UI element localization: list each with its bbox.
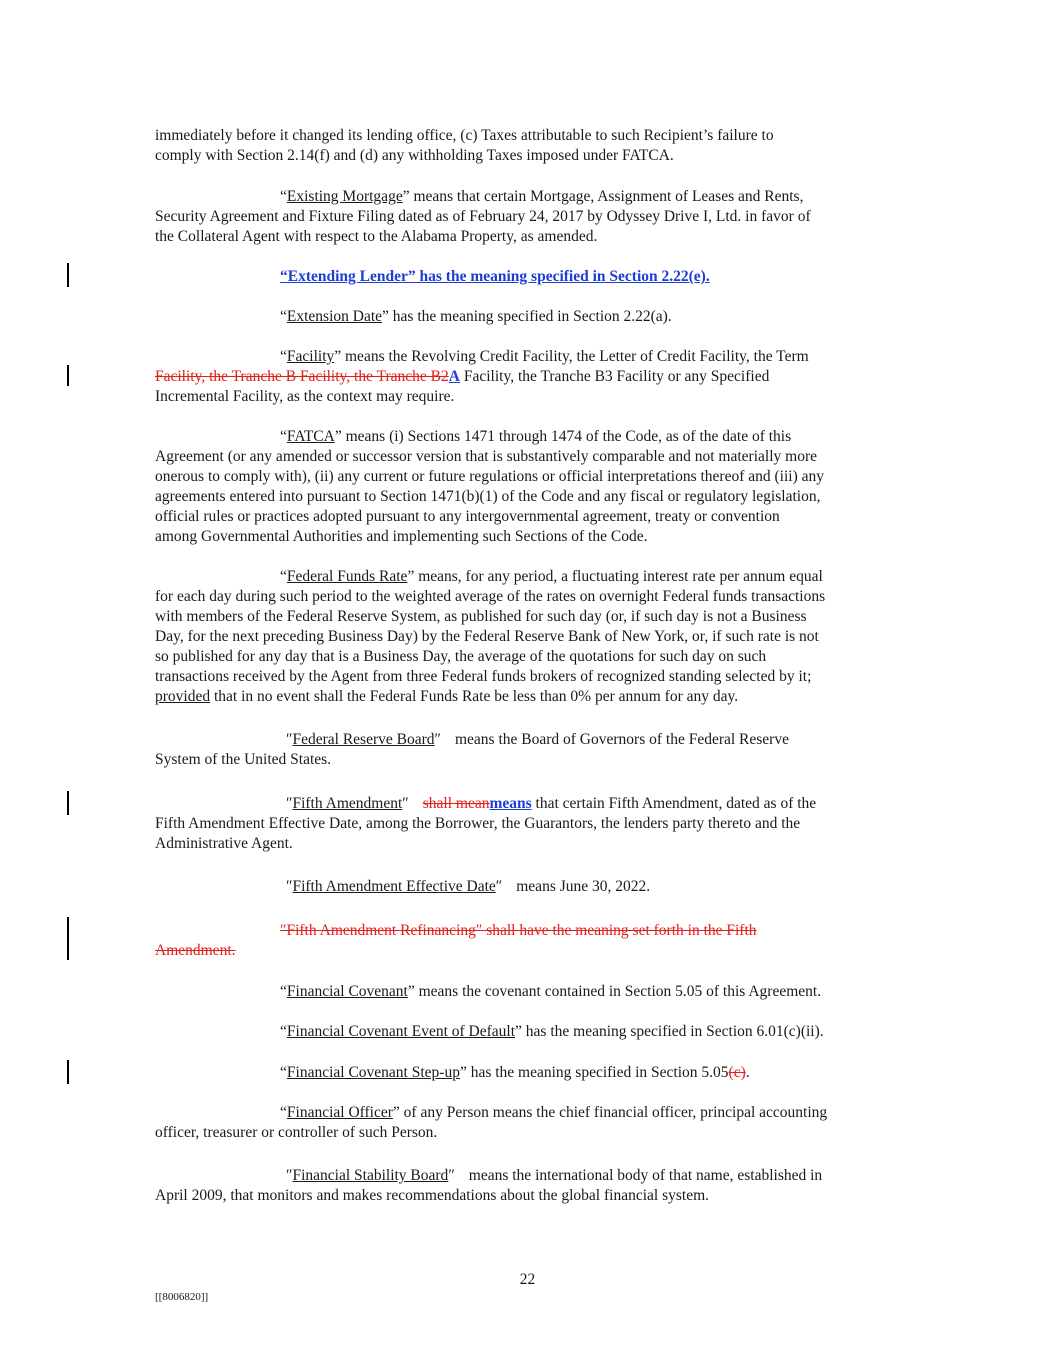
definition-text: ” of any Person means the chief financial officer, principal accounting	[392, 1104, 828, 1121]
text-line: System of the United States.	[155, 751, 332, 768]
quote-mark: “	[280, 348, 287, 365]
quote-mark: “	[280, 983, 287, 1000]
definition-financial-covenant	[155, 982, 900, 1002]
text-line: Fifth Amendment Effective Date, among the Borrower, the Guarantors, the lenders party thereto and the	[155, 815, 801, 832]
deleted-text: (c)	[728, 1064, 746, 1081]
definition-text: ” means the Revolving Credit Facility, the Letter of Credit Facility, the Term	[334, 348, 809, 365]
deleted-text: Amendment.	[155, 942, 236, 959]
defined-term: Fifth Amendment Effective Date	[292, 878, 496, 895]
definition-federal-funds-rate	[155, 567, 900, 707]
definition-text: Facility, the Tranche B3 Facility or any Specified	[459, 368, 770, 385]
text-line	[155, 307, 900, 327]
quote-mark: ″	[402, 795, 409, 812]
definition-fifth-amendment-refinancing-deleted	[155, 921, 900, 961]
text-line	[155, 877, 900, 897]
text-line: onerous to comply with), (ii) any current or future regulations or official interpretations thereof and (iii) any	[155, 468, 825, 485]
definition-text: ” means the covenant contained in Section 5.05 of this Agreement.	[407, 983, 822, 1000]
text-line: transactions received by the Agent from three Federal funds brokers of recognized standing selected by it;	[155, 668, 812, 685]
text-line	[155, 1063, 900, 1083]
text-line: comply with Section 2.14(f) and (d) any withholding Taxes imposed under FATCA.	[155, 147, 674, 164]
defined-term: Federal Funds Rate	[286, 568, 408, 585]
text-line	[155, 1022, 900, 1042]
text-line: official rules or practices adopted pursuant to any intergovernmental agreement, treaty or convention	[155, 508, 780, 525]
quote-mark: “	[280, 188, 287, 205]
change-bar	[67, 791, 69, 815]
text-line: Administrative Agent.	[155, 835, 293, 852]
defined-term: FATCA	[286, 428, 335, 445]
text-line: Security Agreement and Fixture Filing dated as of February 24, 2017 by Odyssey Drive I, Ltd. in favor of	[155, 208, 811, 225]
definition-text: ” has the meaning specified in Section 6.01(c)(ii).	[515, 1023, 824, 1040]
defined-term: Financial Covenant Event of Default	[286, 1023, 516, 1040]
definition-extending-lender	[155, 267, 900, 287]
text-line	[155, 687, 900, 707]
defined-term: Financial Stability Board	[292, 1167, 449, 1184]
text-line	[155, 1103, 900, 1123]
quote-mark: “	[280, 308, 287, 325]
definition-text: that in no event shall the Federal Funds Rate be less than 0% per annum for any day.	[210, 688, 739, 705]
text-line	[155, 367, 900, 387]
quote-mark: ″	[286, 731, 293, 748]
text-line: with members of the Federal Reserve System, as published for such day (or, if such day is not a Business	[155, 608, 807, 625]
deleted-text: ″Fifth Amendment Refinancing″ shall have the meaning set forth in the Fifth	[280, 922, 757, 939]
defined-term: Extension Date	[286, 308, 383, 325]
defined-term: Federal Reserve Board	[292, 731, 435, 748]
defined-term: Existing Mortgage	[286, 188, 403, 205]
defined-term: Financial Officer	[286, 1104, 393, 1121]
text-line	[155, 427, 900, 447]
change-bar	[67, 917, 69, 960]
text-line	[155, 187, 900, 207]
text-line	[155, 1166, 900, 1186]
definition-financial-officer	[155, 1103, 900, 1143]
text-line	[155, 794, 900, 814]
change-bar	[67, 365, 69, 386]
definition-text: ” means that certain Mortgage, Assignment of Leases and Rents,	[402, 188, 804, 205]
inserted-text: means	[489, 795, 532, 812]
defined-term: Facility	[286, 348, 335, 365]
definition-financial-stability-board	[155, 1166, 900, 1206]
definition-existing-mortgage	[155, 187, 900, 247]
definition-facility	[155, 347, 900, 407]
quote-mark: ″	[286, 1167, 293, 1184]
definition-text: that certain Fifth Amendment, dated as of the	[531, 795, 817, 812]
quote-mark: “	[280, 428, 287, 445]
text-line: Incremental Facility, as the context may require.	[155, 388, 455, 405]
definition-text: means the Board of Governors of the Federal Reserve	[454, 731, 789, 748]
definition-text: means June 30, 2022.	[516, 878, 651, 895]
definition-text: means the international body of that name, established in	[468, 1167, 823, 1184]
text-line: for each day during such period to the weighted average of the rates on overnight Federal funds transactions	[155, 588, 826, 605]
quote-mark: ″	[495, 878, 503, 895]
deleted-text: shall mean	[422, 795, 490, 812]
paragraph-continuation	[155, 126, 900, 166]
text-line: Agreement (or any amended or successor version that is substantively comparable and not materially more	[155, 448, 817, 465]
definition-fifth-amendment-effective-date	[155, 877, 900, 897]
definition-text: ” means, for any period, a fluctuating interest rate per annum equal	[407, 568, 823, 585]
text-line: officer, treasurer or controller of such Person.	[155, 1124, 438, 1141]
deleted-text: Facility, the Tranche B Facility, the Tranche B2	[155, 368, 449, 385]
defined-term: Financial Covenant	[286, 983, 408, 1000]
change-bar	[67, 263, 69, 287]
defined-term: Financial Covenant Step-up	[286, 1064, 460, 1081]
inserted-text: A	[448, 368, 460, 385]
text-line	[155, 982, 900, 1002]
text-line: among Governmental Authorities and implementing such Sections of the Code.	[155, 528, 648, 545]
quote-mark: ″	[286, 878, 293, 895]
text-line	[155, 730, 900, 750]
definition-fatca	[155, 427, 900, 547]
text-line: so published for any day that is a Business Day, the average of the quotations for such day on such	[155, 648, 767, 665]
quote-mark: “	[280, 568, 287, 585]
document-id: [[8006820]]	[155, 1291, 209, 1303]
text-line: Day, for the next preceding Business Day) by the Federal Reserve Bank of New York, or, if such rate is not	[155, 628, 819, 645]
quote-mark: “	[280, 1023, 287, 1040]
text-line	[155, 567, 900, 587]
page-number: 22	[519, 1271, 536, 1288]
quote-mark: “	[280, 1104, 287, 1121]
change-bar	[67, 1060, 69, 1084]
text-line	[155, 347, 900, 367]
definition-fifth-amendment	[155, 794, 900, 854]
quote-mark: ″	[448, 1167, 455, 1184]
text-line: the Collateral Agent with respect to the Alabama Property, as amended.	[155, 228, 598, 245]
text-line: April 2009, that monitors and makes recommendations about the global financial system.	[155, 1187, 710, 1204]
definition-text: .	[745, 1064, 750, 1081]
definition-text: ” has the meaning specified in Section 5.05	[459, 1064, 729, 1081]
definition-extension-date	[155, 307, 900, 327]
defined-term: Fifth Amendment	[292, 795, 403, 812]
text-line: immediately before it changed its lending office, (c) Taxes attributable to such Recipient’s failure to	[155, 127, 774, 144]
definition-text: ” means (i) Sections 1471 through 1474 of the Code, as of the date of this	[334, 428, 792, 445]
quote-mark: ″	[434, 731, 441, 748]
definition-financial-covenant-event-of-default	[155, 1022, 900, 1042]
definition-federal-reserve-board	[155, 730, 900, 770]
quote-mark: ″	[286, 795, 293, 812]
inserted-text: “Extending Lender” has the meaning specified in Section 2.22(e).	[280, 268, 710, 285]
definition-text: ” has the meaning specified in Section 2.22(a).	[382, 308, 672, 325]
defined-term: provided	[155, 688, 211, 705]
definition-financial-covenant-step-up	[155, 1063, 900, 1083]
quote-mark: “	[280, 1064, 287, 1081]
text-line: agreements entered into pursuant to Section 1471(b)(1) of the Code and any fiscal or regulatory legislation,	[155, 488, 821, 505]
